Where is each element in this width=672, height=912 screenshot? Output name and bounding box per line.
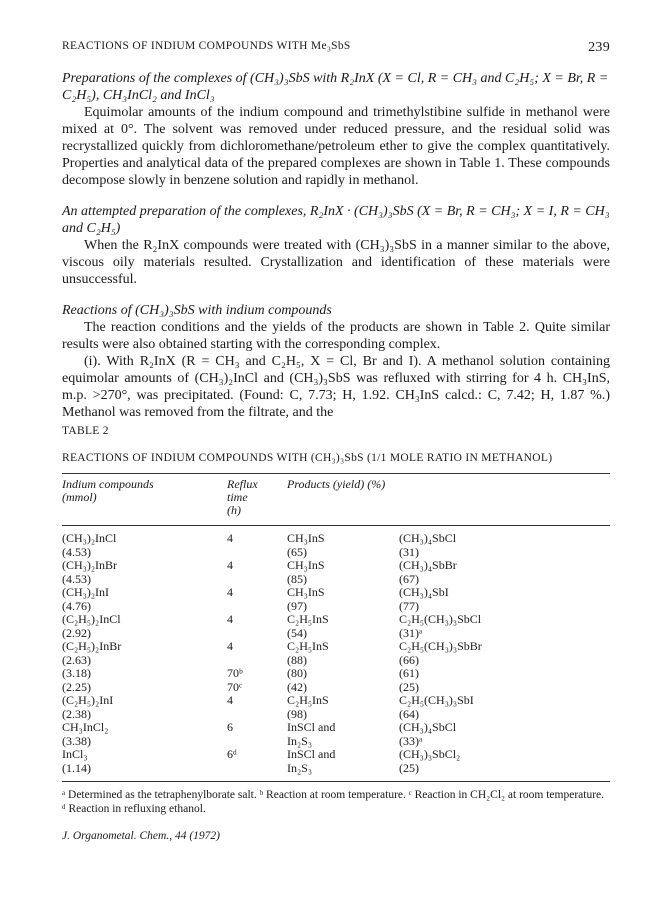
running-head-title: REACTIONS OF INDIUM COMPOUNDS WITH Me₃SbS [62,40,351,52]
table-cell: (C₂H₅)₂InBr [62,639,122,653]
table-cell: 4 [227,639,233,653]
table-cell: 6ᵈ [227,747,237,761]
table-cell: C₂H₅InS [287,612,329,626]
table-cell: 4 [227,558,233,572]
table-cell: (33)ᵃ [399,733,423,748]
section-paragraph: Equimolar amounts of the indium compound and trimethylstibine sulfide in methanol were mixed at 0°. The solvent was removed under reduced pressure, and the residual solid was recrystallized quickly from dichloromethane/petroleum ether to give the complex quantitatively. Properties and analytical data of the prepared complexes are shown in Table 1. These compounds decompose slowly in benzene solution and rapidly in methanol. [62,105,610,188]
table-cell [227,762,287,782]
table-row [62,654,610,668]
table-row [62,526,610,546]
table-row [62,748,610,762]
table-row [62,613,610,627]
table-cell: InCl₃ [62,747,88,761]
table-cell: (CH₃)₄SbBr [399,558,457,572]
table-cell: (CH₃)₂InBr [62,558,118,572]
table-cell [227,573,287,587]
table-cell: (1.14) [62,762,227,782]
table-cell [227,735,287,749]
table-cell: CH₃InS [287,585,325,599]
table-cell: (25) [399,679,419,694]
section-heading: Reactions of (CH₃)₃SbS with indium compounds [62,303,332,318]
table-row [62,721,610,735]
table-cell: 4 [227,531,233,545]
table-cell: (85) [287,571,307,586]
results-table [62,473,610,782]
header-reflux: Reflux time (h) [227,474,287,526]
table-row [62,559,610,573]
section-heading: An attempted preparation of the complexes, R₂InX · (CH₃)₃SbS (X = Br, R = CH₃; X = I, R = CH₃ and C₂H₅) [62,204,610,236]
table-cell: C₂H₅(CH₃)₃SbI [399,693,474,707]
table-row [62,627,610,641]
table-cell: (2.25) [62,679,91,694]
table-cell [227,600,287,614]
table-cell: CH₃InS [287,531,325,545]
table-body [62,526,610,782]
table-label: TABLE 2 [62,425,109,437]
table-cell: (66) [399,652,419,667]
table-row [62,681,610,695]
table-cell: InSCl and [287,720,336,734]
section-attempted-preparation [62,203,610,288]
table-header-row [62,474,610,526]
section-paragraph: When the R₂InX compounds were treated with (CH₃)₃SbS in a manner similar to the above, viscous oily materials resulted. Crystallization and identification of these materials were unsuccessful. [62,238,610,287]
table-cell: (2.38) [62,706,91,721]
paper-page [62,40,610,842]
table-cell: (4.76) [62,598,91,613]
table-cell: (54) [287,625,307,640]
table-cell: (67) [399,571,419,586]
table-cell: C₂H₅InS [287,693,329,707]
table-cell: (2.63) [62,652,91,667]
table-row [62,573,610,587]
section-heading: Preparations of the complexes of (CH₃)₃SbS with R₂InX (X = Cl, R = CH₃ and C₂H₅; X = Br, R = C₂H₅), CH₃InCl₂ and InCl₃ [62,71,609,103]
table-cell: (42) [287,679,307,694]
table-cell [227,546,287,560]
page-number: 239 [588,40,610,55]
table-cell: C₂H₅(CH₃)₃SbBr [399,639,482,653]
header-compound: Indium compounds (mmol) [62,474,227,526]
table-cell: 4 [227,612,233,626]
table-cell: In₂S₃ [287,762,399,782]
header-empty [399,474,610,526]
table-cell: (31) [399,544,419,559]
table-cell: 4 [227,693,233,707]
table-cell: (25) [399,762,610,782]
table-cell: (CH₃)₃SbCl₂ [399,747,461,761]
table-cell: (3.18) [62,666,91,680]
table-cell: (CH₃)₄SbI [399,585,449,599]
table-row [62,694,610,708]
table-cell: 4 [227,585,233,599]
table-cell: (61) [399,666,419,680]
table-cell: (31)ᵃ [399,625,423,640]
section-paragraph: The reaction conditions and the yields of the products are shown in Table 2. Quite similar results were also obtained starting with the corresponding complex. [62,320,610,352]
table-cell: InSCl and [287,747,336,761]
table-cell: (2.92) [62,625,91,640]
table-cell: (65) [287,544,307,559]
table-cell: In₂S₃ [287,733,313,748]
table-cell: (C₂H₅)₂InI [62,693,114,707]
table-cell: (C₂H₅)₂InCl [62,612,121,626]
table-cell: C₂H₅InS [287,639,329,653]
table-cell: (88) [287,652,307,667]
table-cell: (CH₃)₂InCl [62,531,117,545]
table-cell: (98) [287,706,307,721]
section-paragraph: (i). With R₂InX (R = CH₃ and C₂H₅, X = Cl, Br and I). A methanol solution containing equimolar amounts of (CH₃)₂InCl and (CH₃)₃SbS was refluxed with stirring for 4 h. CH₃InS, m.p. >270°, was precipitated. (Found: C, 7.73; H, 1.92. CH₃InS calcd.: C, 7.42; H, 1.87 %.) Methanol was removed from the filtrate, and the [62,354,610,420]
table-cell: CH₃InCl₂ [62,720,109,734]
table-cell: (64) [399,706,419,721]
journal-citation: J. Organometal. Chem., 44 (1972) [62,830,220,842]
table-row [62,546,610,560]
table-cell: (4.53) [62,544,91,559]
table-caption: REACTIONS OF INDIUM COMPOUNDS WITH (CH₃)₃SbS (1/1 MOLE RATIO IN METHANOL) [62,452,553,464]
table-cell: (CH₃)₂InI [62,585,110,599]
table-cell [227,627,287,641]
table-cell: 70ᶜ [227,679,243,694]
table-cell: (CH₃)₄SbCl [399,531,457,545]
table-cell: C₂H₅(CH₃)₃SbCl [399,612,482,626]
table-cell: (3.38) [62,733,91,748]
section-preparations [62,70,610,189]
running-header [62,40,610,56]
table-row [62,586,610,600]
section-reactions [62,302,610,421]
table-cell: (97) [287,598,307,613]
table-cell: (4.53) [62,571,91,586]
table-cell [227,708,287,722]
table-cell: 70ᵇ [227,666,243,680]
table-cell: CH₃InS [287,558,325,572]
table-cell: 6 [227,720,233,734]
table-row [62,708,610,722]
table-row [62,735,610,749]
table-footnote: ᵃ Determined as the tetraphenylborate salt. ᵇ Reaction at room temperature. ᶜ Reaction in CH₂Cl₂ at room temperature. ᵈ Reaction in refluxing ethanol. [62,789,605,815]
table-row [62,667,610,681]
table-cell: (CH₃)₄SbCl [399,720,457,734]
table-cell: (80) [287,666,307,680]
header-products: Products (yield) (%) [287,474,399,526]
table-cell [227,654,287,668]
table-row [62,762,610,782]
table-cell: (77) [399,598,419,613]
table-row [62,640,610,654]
table-row [62,600,610,614]
